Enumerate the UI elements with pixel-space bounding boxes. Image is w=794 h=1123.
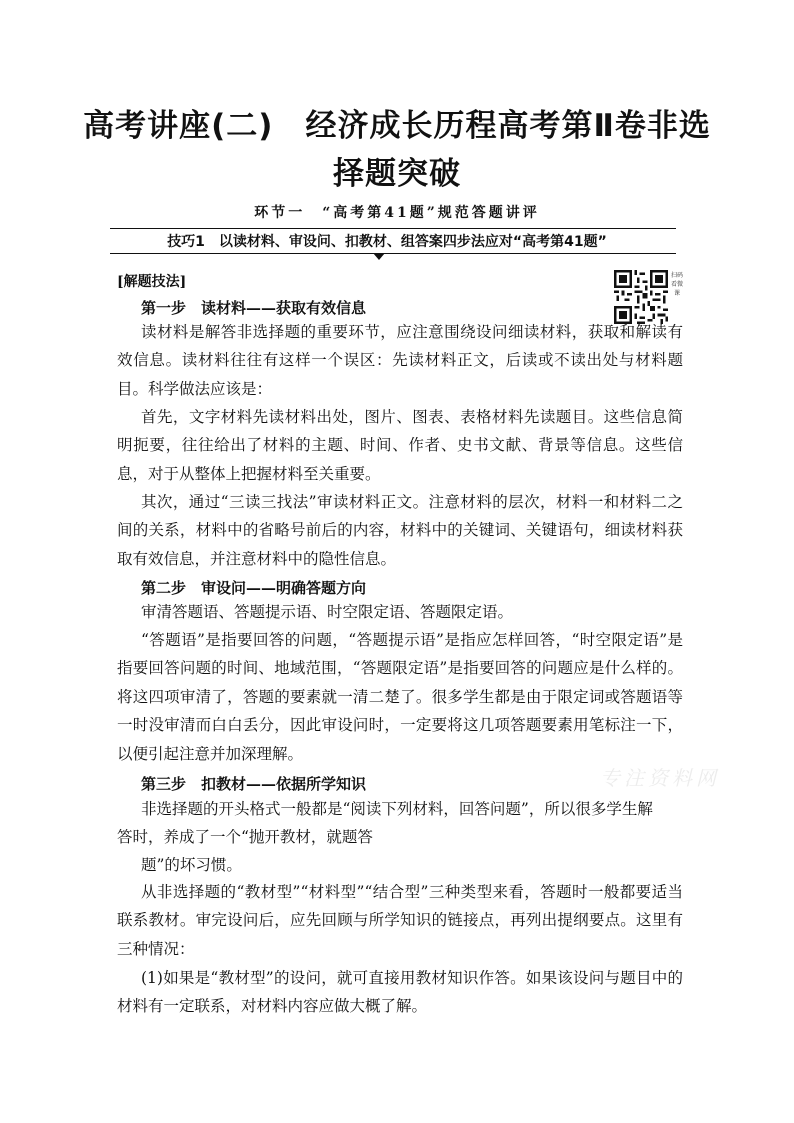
paragraph-6-line-3: 题”的坏习惯。 bbox=[141, 856, 242, 874]
qr-code-icon[interactable] bbox=[614, 270, 668, 324]
skill-heading: 技巧1 以读材料、审设问、扣教材、组答案四步法应对“高考第41题” bbox=[167, 234, 607, 250]
step-1-heading: 第一步 读材料——获取有效信息 bbox=[141, 299, 367, 317]
title-line-1: 高考讲座(二) 经济成长历程高考第Ⅱ卷非选 bbox=[83, 108, 711, 144]
method-tag: [解题技法] bbox=[117, 274, 187, 290]
section-heading: 环节一 “高考第41题”规范答题讲评 bbox=[254, 205, 540, 221]
skill-bottom-rule bbox=[110, 253, 676, 254]
paragraph-4: 审清答题语、答题提示语、时空限定语、答题限定语。 bbox=[141, 603, 514, 621]
paragraph-8: (1)如果是“教材型”的设问，就可直接用教材知识作答。如果该设问与题目中的材料有一定联系，对材料内容应做大概了解。 bbox=[117, 969, 683, 1016]
paragraph-6-line-1: 非选择题的开头格式一般都是“阅读下列材料，回答问题”，所以很多学生解 bbox=[141, 800, 653, 818]
title-line-2: 择题突破 bbox=[333, 156, 461, 192]
paragraph-5: “答题语”是指要回答的问题，“答题提示语”是指应怎样回答，“时空限定语”是指要回答问题的时间、地域范围，“答题限定语”是指要回答的问题应是什么样的。将这四项审清了，答题的要素就一清二楚了。很多学生都是由于限定词或答题语等一时没审清而白白丢分，因此审设问时，一定要将这几项答题要素用笔标注一下，以便引起注意并加深理解。 bbox=[117, 631, 683, 763]
paragraph-7: 从非选择题的“教材型”“材料型”“结合型”三种类型来看，答题时一般都要适当联系教材。审完设问后，应先回顾与所学知识的链接点，再列出提纲要点。这里有三种情况： bbox=[117, 883, 683, 958]
step-2-heading: 第二步 审设问——明确答题方向 bbox=[141, 579, 367, 597]
skill-top-rule bbox=[110, 228, 676, 229]
watermark: 专注资料网 bbox=[600, 766, 720, 790]
down-arrow-icon bbox=[373, 253, 385, 260]
paragraph-1: 读材料是解答非选择题的重要环节，应注意围绕设问细读材料，获取和解读有效信息。读材料往往有这样一个误区：先读材料正文，后读或不读出处与材料题目。科学做法应该是： bbox=[117, 323, 683, 398]
paragraph-6-line-2: 答时，养成了一个“抛开教材，就题答 bbox=[117, 828, 373, 846]
paragraph-2: 首先，文字材料先读材料出处，图片、图表、表格材料先读题目。这些信息简明扼要，往往给出了材料的主题、时间、作者、史书文献、背景等信息。这些信息，对于从整体上把握材料至关重要。 bbox=[117, 408, 683, 483]
step-3-heading: 第三步 扣教材——依据所学知识 bbox=[141, 775, 367, 793]
qr-caption: 扫码看微课 bbox=[670, 272, 683, 297]
paragraph-3: 其次，通过“三读三找法”审读材料正文。注意材料的层次，材料一和材料二之间的关系，材料中的省略号前后的内容，材料中的关键词、关键语句，细读材料获取有效信息，并注意材料中的隐性信息。 bbox=[117, 493, 683, 568]
